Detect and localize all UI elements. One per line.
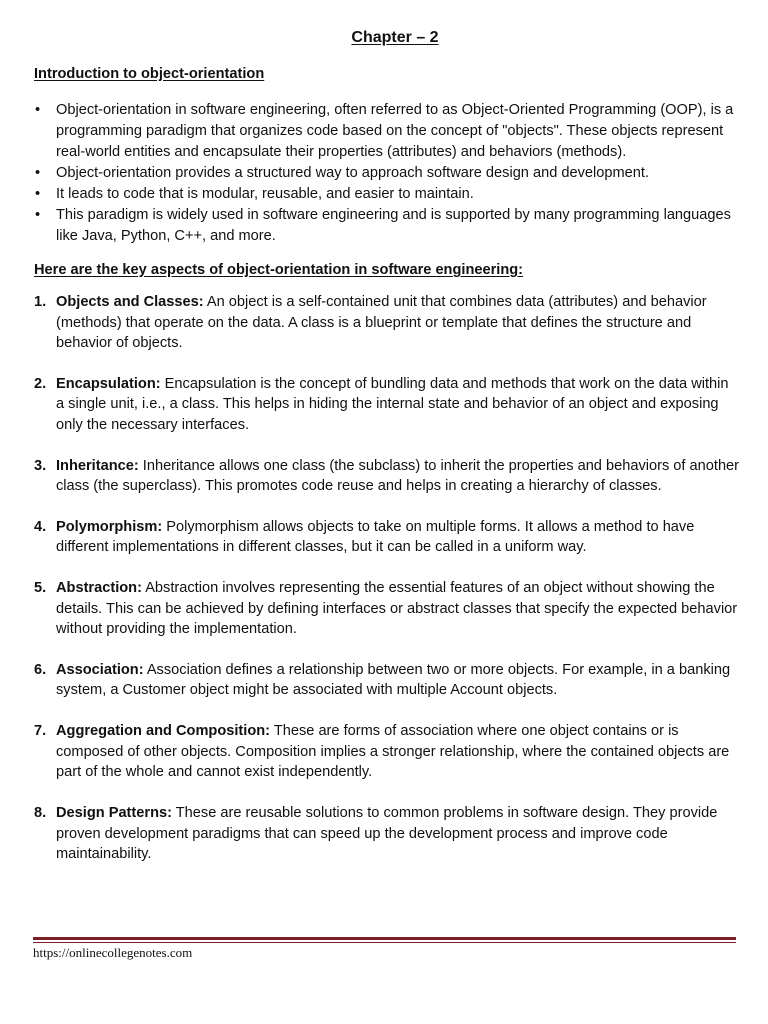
aspect-text: These are reusable solutions to common problems in software design. They provide proven development paradigms that can speed up the development process and improve code maintainability. (56, 805, 718, 863)
intro-bullet-text: Object-orientation in software engineering, often referred to as Object-Oriented Programming (OOP), is a programming paradigm that organizes code based on the concept of "objects". These objects represent real-world entities and encapsulate their properties (attributes) and behaviors (methods). (56, 102, 734, 160)
aspect-number: 6. (34, 661, 47, 678)
aspect-item-design-patterns (34, 803, 740, 865)
aspect-number: 1. (34, 294, 47, 310)
aspect-term: Objects and Classes: (56, 294, 204, 310)
aspect-text: Encapsulation is the concept of bundling data and methods that work on the data within a single unit, i.e., a class. This helps in hiding the internal state and behavior of an object and exposing only the necessary interfaces. (56, 375, 729, 433)
aspect-item-abstraction (34, 578, 740, 640)
aspect-text: Polymorphism allows objects to take on multiple forms. It allows a method to have different implementations in different classes, but it can be called in a uniform way. (56, 518, 695, 556)
aspect-term: Polymorphism: (56, 518, 163, 535)
aspect-text: Association defines a relationship between two or more objects. For example, in a banking system, a Customer object might be associated with multiple Account objects. (56, 661, 731, 699)
aspects-heading: Here are the key aspects of object-orientation in software engineering: (34, 262, 524, 278)
aspect-number: 2. (34, 375, 47, 392)
intro-bullet-list (35, 100, 736, 247)
aspect-term: Aggregation and Composition: (56, 723, 271, 740)
aspect-item-aggregation-and-composition (34, 721, 740, 783)
footer-url: https://onlinecollegenotes.com (33, 945, 193, 960)
intro-heading: Introduction to object-orientation (34, 66, 265, 82)
aspect-item-association (34, 660, 740, 701)
intro-bullet-text: This paradigm is widely used in software engineering and is supported by many programming languages like Java, Python, C++, and more. (56, 207, 731, 244)
intro-bullet-item (35, 163, 736, 184)
aspect-text: An object is a self-contained unit that combines data (attributes) and behavior (methods) that operate on the data. A class is a blueprint or template that defines the structure and behavior of objects. (56, 294, 707, 351)
intro-bullet-text: Object-orientation provides a structured way to approach software design and development. (56, 165, 650, 181)
aspect-item-inheritance (34, 456, 740, 497)
aspect-term: Abstraction: (56, 580, 142, 597)
intro-bullet-item (35, 184, 736, 205)
aspect-item-objects-and-classes (34, 292, 740, 354)
aspect-term: Encapsulation: (56, 375, 161, 392)
aspect-term: Design Patterns: (56, 805, 172, 822)
aspect-term: Association: (56, 661, 144, 678)
aspect-number: 8. (34, 805, 47, 822)
intro-bullet-item (35, 100, 736, 163)
intro-bullet-item (35, 205, 736, 247)
aspect-item-encapsulation (34, 374, 740, 436)
footer-divider-thin (33, 942, 736, 943)
bullet-icon: • (35, 186, 41, 202)
footer-divider (33, 937, 736, 940)
aspect-text: Abstraction involves representing the essential features of an object without showing the details. This can be achieved by defining interfaces or abstract classes that specify the expected behavior without providing the implementation. (56, 580, 738, 638)
aspect-text: Inheritance allows one class (the subclass) to inherit the properties and behaviors of another class (the superclass). This promotes code reuse and helps in creating a hierarchy of classes. (56, 457, 740, 495)
aspects-list (34, 292, 740, 885)
aspect-number: 5. (34, 580, 47, 597)
chapter-title: Chapter – 2 (351, 29, 439, 46)
aspect-term: Inheritance: (56, 457, 139, 474)
aspect-item-polymorphism (34, 517, 740, 558)
bullet-icon: • (35, 102, 41, 118)
aspect-number: 4. (34, 518, 47, 535)
aspect-text: These are forms of association where one object contains or is composed of other objects. Composition implies a stronger relationship, where the contained objects are part of the whole and cannot exist independently. (56, 723, 730, 781)
bullet-icon: • (35, 207, 41, 223)
aspect-number: 3. (34, 457, 47, 474)
bullet-icon: • (35, 165, 41, 181)
intro-bullet-text: It leads to code that is modular, reusable, and easier to maintain. (56, 186, 474, 202)
aspect-number: 7. (34, 723, 47, 740)
